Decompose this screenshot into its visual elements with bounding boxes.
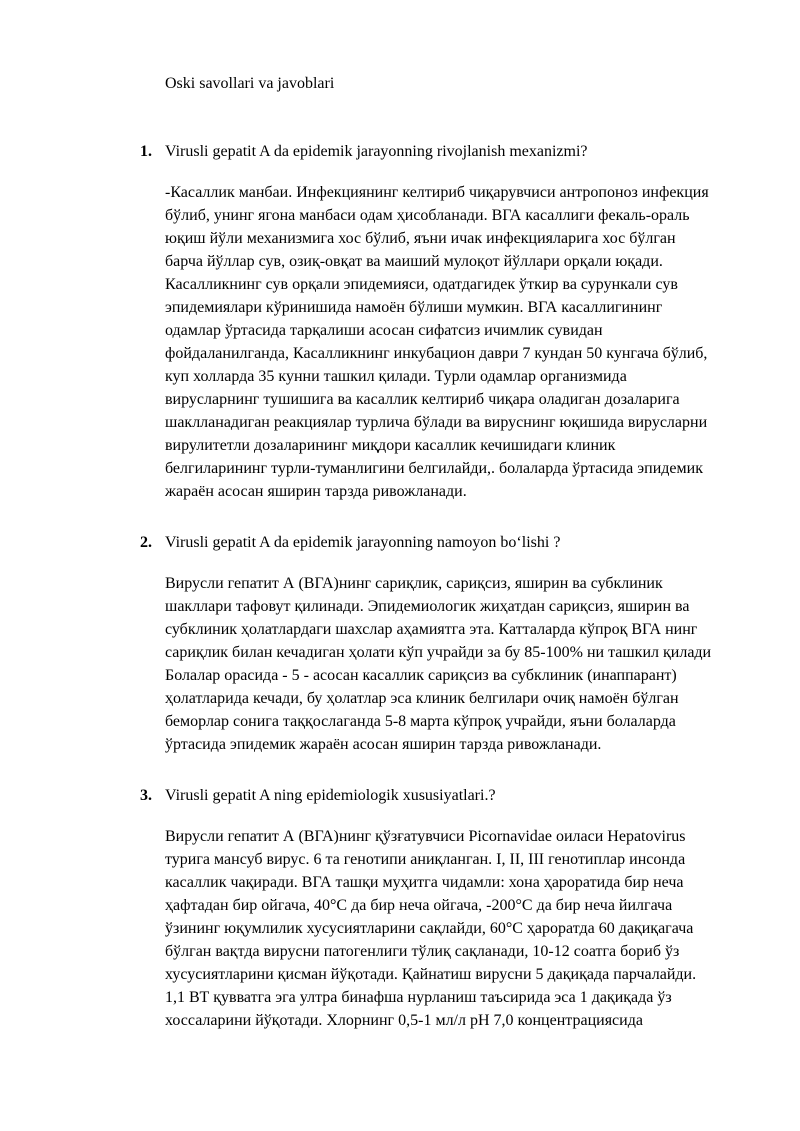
question-text: Virusli gepatit A da epidemik jarayonning rivojlanish mexanizmi?: [165, 143, 588, 160]
qa-item-1: [140, 140, 712, 503]
qa-item-3: [140, 784, 712, 1032]
question-number: 3.: [140, 787, 152, 804]
question-line: [140, 140, 712, 163]
answer-paragraph: Вирусли гепатит А (ВГА)нинг қўзғатувчиси Picornavidae оиласи Hepatovirus турига мансуб вирус. 6 та генотипи аниқланган. I, II, III генотиплар инсонда касаллик чақиради. ВГА ташқи муҳитга чидамли: хона ҳароратида бир неча ҳафтадан бир ойгача, 40°C да бир неча ойгача, -200°C да бир неча йилгача ўзининг юқумлилик хусусиятларини сақлайди, 60°C ҳароратда 60 дақиқагача бўлган вақтда вирусни патогенлиги тўлиқ сақланади, 10-12 соатга бориб ўз хусусиятларини қисман йўқотади. Қайнатиш вирусни 5 дақиқада парчалайди. 1,1 ВТ қувватга эга ултра бинафша нурланиш таъсирида эса 1 дақиқада ўз хоссаларини йўқотади. Хлорнинг 0,5-1 мл/л рН 7,0 концентрациясида: [165, 828, 697, 1029]
answer-paragraph: Вирусли гепатит А (ВГА)нинг сариқлик, сариқсиз, яширин ва субклиник шакллари тафовут қилинади. Эпидемиологик жиҳатдан сариқсиз, яширин ва субклиник ҳолатлардаги шахслар аҳамиятга эта. Катталарда кўпроқ ВГА нинг сариқлик билан кечадиган ҳолати кўп учрайди за бу 85-100% ни ташкил қилади Болалар орасида - 5 - асосан касаллик сариқсиз ва субклиник (инаппарант) ҳолатларида кечади, бу ҳолатлар эса клиник белгилари очиқ намоён бўлган беморлар сонига таққослаганда 5-8 марта кўпроқ учрайди, яъни болаларда ўртасида эпидемик жараён асосан яширин тарзда ривожланади.: [165, 575, 712, 753]
answer-paragraph: -Касаллик манбаи. Инфекциянинг келтириб чиқарувчиси антропоноз инфекция бўлиб, унинг ягона манбаси одам ҳисобланади. ВГА касаллиги фекаль-ораль юқиш йўли механизмига хос бўлиб, яъни ичак инфекцияларига хос бўлган барча йўллар сув, озиқ-овқат ва маиший мулоқот йўллари орқали юқади. Касалликнинг сув орқали эпидемияси, одатдагидек ўткир ва сурункали сув эпидемиялари кўринишида намоён бўлиши мумкин. ВГА касаллигининг одамлар ўртасида тарқалиши асосан сифатсиз ичимлик сувидан фойдаланилганда, Касалликнинг инкубацион даври 7 кундан 50 кунгача бўлиб, куп холларда 35 кунни ташкил қилади. Турли одамлар организмида вирусларнинг тушишига ва касаллик келтириб чиқара оладиган дозаларига шаклланадиган реакциялар турлича бўлади ва вируснинг юқишида вирусларни вирулитетли дозаларининг миқдори касаллик кечишидаги клиник белгиларининг турли-туманлигини белгилайди,. болаларда ўртасида эпидемик жараён асосан яширин тарзда ривожланади.: [165, 184, 709, 500]
question-line: [140, 531, 712, 554]
question-text: Virusli gepatit A ning epidemiologik xususiyatlari.?: [165, 787, 496, 804]
question-text: Virusli gepatit A da epidemik jarayonning namoyon boʻlishi ?: [165, 534, 561, 551]
qa-item-2: [140, 531, 712, 756]
question-line: [140, 784, 712, 807]
document-title: Oski savollari va javoblari: [165, 75, 335, 92]
question-number: 1.: [140, 143, 152, 160]
question-number: 2.: [140, 534, 152, 551]
